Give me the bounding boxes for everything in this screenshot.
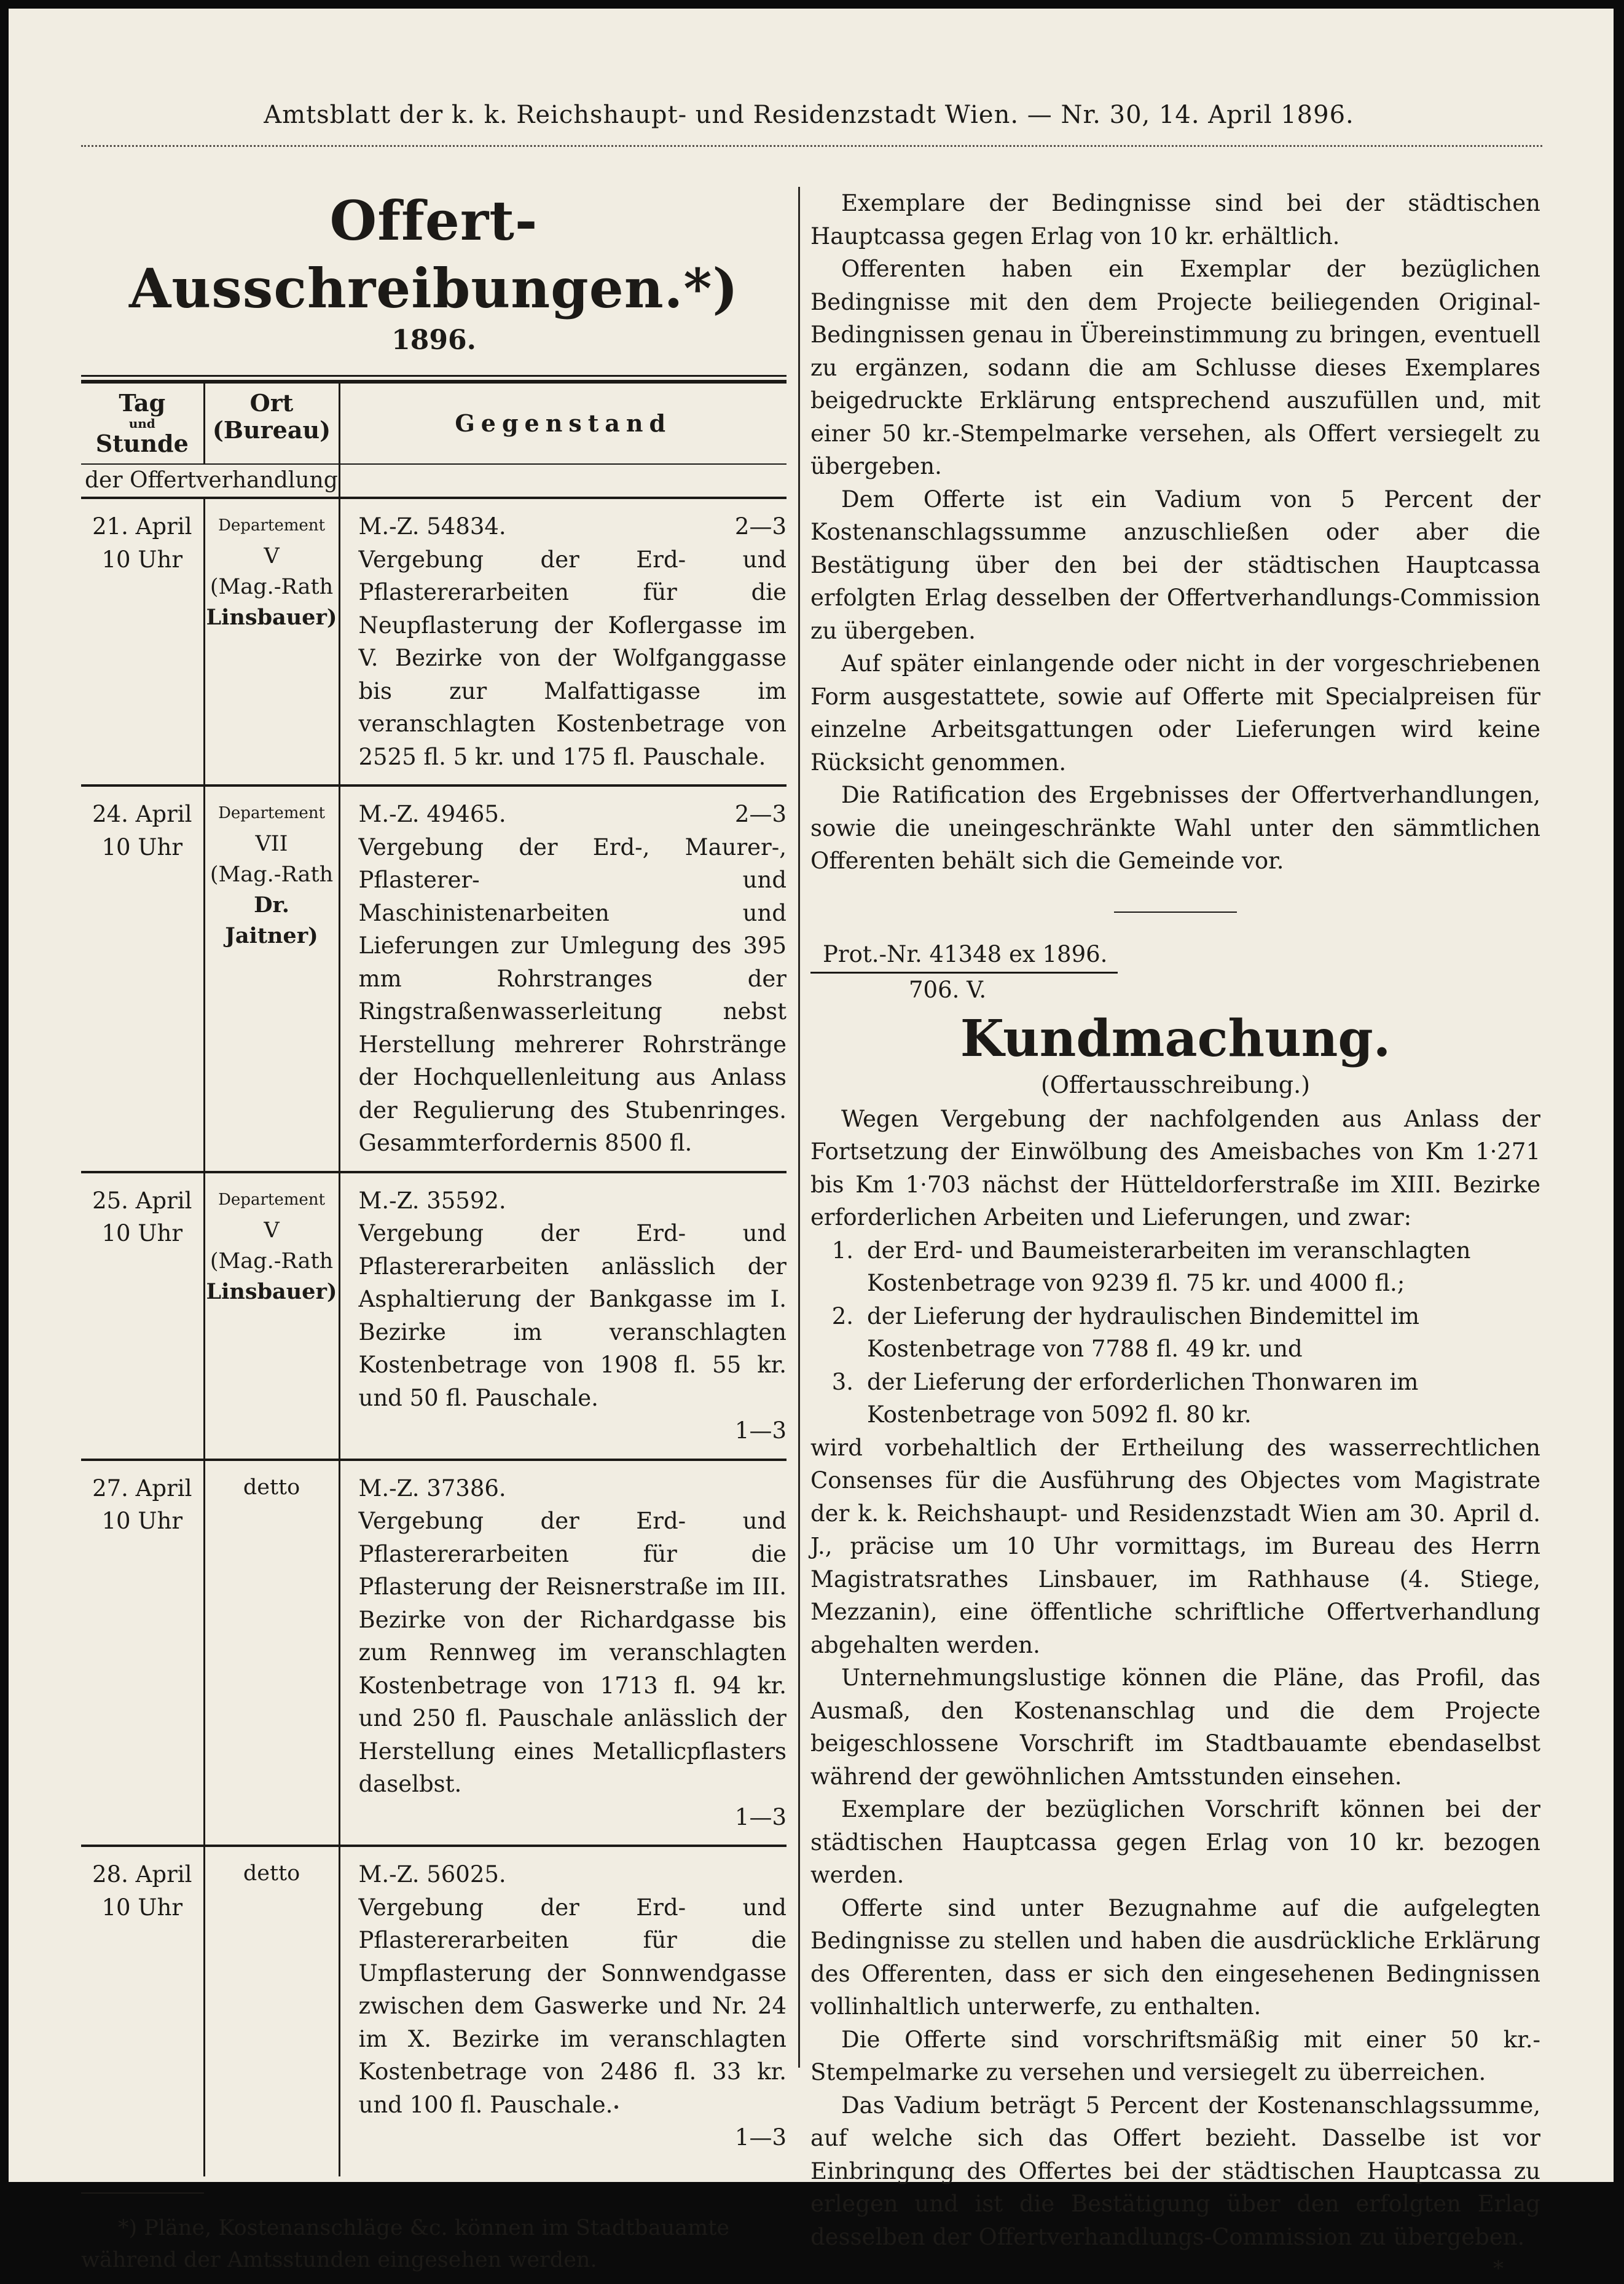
row-reference: M.-Z. 49465. bbox=[358, 801, 506, 827]
announcement-paragraph: Unternehmungslustige können die Pläne, das Profil, das Ausmaß, den Kostenanschlag und die dem Projecte beigeschlossene Vorschrift im Stadtbauamte ebendaselbst während der gewöhnlichen Amtsstunden einsehen. bbox=[810, 1664, 1540, 1790]
row-bureau-1: (Mag.-Rath bbox=[210, 575, 334, 599]
item-text: der Lieferung der hydraulischen Bindemittel im Kostenbetrage von 7788 fl. 49 kr. und bbox=[867, 1302, 1419, 1362]
announcement-body: wird vorbehaltlich der Ertheilung des wasserrechtlichen Consenses für die Ausführung des Objectes vom Magistrate der k. k. Reichshaupt- und Residenzstadt Wien am 30. April d. J., präcise um 10 Uhr vormittags, im Bureau des Herrn Magistratsrathes Linsbauer, im Rathhause (4. Stiege, Mezzanin), eine öffentliche schriftliche Offertverhandlung abgehalten werden. bbox=[810, 1434, 1540, 1658]
row-bureau-2: Linsbauer) bbox=[206, 605, 337, 630]
intro-paragraph: Offerenten haben ein Exemplar der bezüglichen Bedingnisse mit den dem Projecte beiliegenden Original-Bedingnissen genau in Übereinstimmung zu bringen, eventuell zu ergänzen, sodann die am Schlusse dieses Exemplares beigedruckte Erklärung entsprechend auszufüllen und, mit einer 50 kr.-Stempelmarke versehen, als Offert versiegelt zu übergeben. bbox=[810, 256, 1540, 479]
page-dot bbox=[614, 2105, 618, 2109]
header-caption: der Offertverhandlung bbox=[81, 464, 339, 498]
masthead: Amtsblatt der k. k. Reichshaupt- und Residenzstadt Wien. — Nr. 30, 14. April 1896. bbox=[264, 101, 1354, 129]
schedule-table bbox=[81, 384, 787, 2176]
header-subject: Gegenstand bbox=[455, 409, 672, 437]
item-number: 1. bbox=[831, 1237, 853, 1264]
row-reference: M.-Z. 54834. bbox=[358, 513, 506, 540]
header-date: Tag und Stunde bbox=[81, 384, 204, 464]
list-item bbox=[810, 1234, 1540, 1300]
table-header-row bbox=[81, 384, 787, 464]
row-dept: detto bbox=[243, 1861, 300, 1886]
row-bureau-2: Dr. Jaitner) bbox=[225, 892, 318, 948]
table-row bbox=[81, 786, 787, 1172]
item-list bbox=[810, 1234, 1540, 1431]
table-row bbox=[81, 1846, 787, 2176]
table-row bbox=[81, 1460, 787, 1846]
row-date-cell bbox=[81, 1172, 204, 1460]
announcement-paragraph: Die Offerte sind vorschriftsmäßig mit einer 50 kr.-Stempelmarke zu versehen und versiegelt zu überreichen. bbox=[810, 2026, 1540, 2085]
row-date: 21. April bbox=[92, 513, 192, 540]
row-place-cell bbox=[204, 498, 339, 786]
row-subject-cell bbox=[339, 498, 787, 786]
row-text: Vergebung der Erd- und Pflastererarbeiten für die Pflasterung der Reisnerstraße im III. Bezirke von der Richardgasse bis zum Rennweg im veranschlagten Kostenbetrage von 1713 fl. 94 kr. und 250 fl. Pauschale anlässlich der Herstellung eines Metallicpflasters daselbst. bbox=[358, 1508, 787, 1797]
row-reference: M.-Z. 35592. bbox=[358, 1187, 506, 1214]
item-number: 3. bbox=[831, 1368, 853, 1395]
row-subject-cell bbox=[339, 1460, 787, 1846]
row-text: Vergebung der Erd-, Maurer-, Pflasterer- und Maschinistenarbeiten und Lieferungen zur Umlegung des 395 mm Rohrstranges der Ringstraßenwasserleitung nebst Herstellung mehrerer Rohrstränge der Hochquellenleitung aus Anlass der Regulierung des Stubenringes. Gesammterfordernis 8500 fl. bbox=[358, 833, 787, 1156]
row-end-note: 1—3 bbox=[734, 1803, 787, 1830]
row-place-cell bbox=[204, 786, 339, 1172]
row-subject-cell bbox=[339, 1172, 787, 1460]
row-reference: M.-Z. 37386. bbox=[358, 1475, 506, 1502]
list-item bbox=[810, 1366, 1540, 1431]
intro-paragraph: Auf später einlangende oder nicht in der vorgeschriebenen Form ausgestattete, sowie auf Offerte mit Specialpreisen für einzelne Arbeitsgattungen oder Lieferungen wird keine Rücksicht genommen. bbox=[810, 650, 1540, 776]
row-date-cell bbox=[81, 498, 204, 786]
item-text: der Lieferung der erforderlichen Thonwaren im Kostenbetrage von 5092 fl. 80 kr. bbox=[867, 1368, 1419, 1428]
row-date: 24. April bbox=[92, 801, 192, 827]
item-number: 2. bbox=[831, 1302, 853, 1329]
row-dept: detto bbox=[243, 1475, 300, 1500]
row-place-cell bbox=[204, 1460, 339, 1846]
announcement-paragraph: Exemplare der bezüglichen Vorschrift können bei der städtischen Hauptcassa gegen Erlag von 10 kr. bezogen werden. bbox=[810, 1796, 1540, 1888]
protocol-number: Prot.-Nr. 41348 ex 1896. bbox=[810, 937, 1118, 974]
separator-rule bbox=[1114, 912, 1237, 913]
row-text: Vergebung der Erd- und Pflastererarbeiten für die Neupflasterung der Koflergasse im V. Bezirke von der Wolfganggasse bis zur Malfattigasse im veranschlagten Kostenbetrage von 2525 fl. 5 kr. und 175 fl. Pauschale. bbox=[358, 546, 787, 770]
row-date: 25. April bbox=[92, 1187, 192, 1214]
row-place-cell bbox=[204, 1846, 339, 2176]
row-note: 2—3 bbox=[734, 513, 787, 540]
row-dept-label: Departement bbox=[218, 1190, 325, 1209]
announcement-paragraph: Offerte sind unter Bezugnahme auf die aufgelegten Bedingnisse zu stellen und haben die ausdrückliche Erklärung des Offerenten, dass er sich den eingesehenen Bedingnissen vollinhaltlich unterwerfe, zu enthalten. bbox=[810, 1894, 1540, 2020]
intro-paragraphs bbox=[810, 187, 1540, 878]
announcement-paragraph: Das Vadium beträgt 5 Percent der Kostenanschlagssumme, auf welche sich das Offert bezieht. Dasselbe ist vor Einbringung des Offertes bei der städtischen Hauptcassa zu erlegen und ist die Bestätigung über den erfolgten Erlag desselben der Offertverhandlungs-Commission zu übergeben. bbox=[810, 2092, 1540, 2250]
footnote-rule bbox=[81, 2192, 204, 2194]
row-dept-label: Departement bbox=[218, 804, 325, 822]
row-bureau-1: (Mag.-Rath bbox=[210, 862, 334, 887]
masthead-rule bbox=[81, 145, 1542, 147]
row-reference: M.-Z. 56025. bbox=[358, 1861, 506, 1888]
footnote: *) Pläne, Kostenanschläge &c. können im Stadtbauamte während der Amtsstunden eingesehen werden. bbox=[81, 2216, 730, 2272]
announcement-paragraphs bbox=[810, 1661, 1540, 2253]
row-time: 10 Uhr bbox=[101, 833, 183, 860]
row-bureau-1: (Mag.-Rath bbox=[210, 1248, 334, 1274]
announcement-title: Kundmachung. bbox=[960, 1009, 1391, 1068]
row-time: 10 Uhr bbox=[101, 546, 183, 573]
intro-paragraph: Dem Offerte ist ein Vadium von 5 Percent der Kostenanschlagssumme anzuschließen oder aber die Bestätigung über den bei der städtischen Hauptcassa erfolgten Erlag desselben der Offertverhandlungs-Commission zu übergeben. bbox=[810, 486, 1540, 644]
header-place: Ort (Bureau) bbox=[204, 384, 339, 464]
row-text: Vergebung der Erd- und Pflastererarbeiten für die Umpflasterung der Sonnwendgasse zwischen dem Gaswerke und Nr. 24 im X. Bezirke im veranschlagten Kostenbetrage von 2486 fl. 33 kr. und 100 fl. Pauschale. bbox=[358, 1894, 787, 2118]
row-bureau-2: Linsbauer) bbox=[206, 1278, 337, 1304]
row-note: 2—3 bbox=[734, 801, 787, 827]
row-date: 27. April bbox=[92, 1475, 192, 1502]
row-end-note: 1—3 bbox=[734, 2124, 787, 2151]
column-divider bbox=[798, 187, 800, 2068]
section-title: Offert-Ausschreibungen.*) bbox=[129, 189, 739, 320]
row-text: Vergebung der Erd- und Pflastererarbeiten anlässlich der Asphaltierung der Bankgasse im I. Bezirke im veranschlagten Kostenbetrage von 1908 fl. 55 kr. und 50 fl. Pauschale. bbox=[358, 1220, 787, 1411]
announcement-subtitle: (Offertausschreibung.) bbox=[1040, 1071, 1311, 1098]
left-column bbox=[81, 187, 787, 2276]
right-column bbox=[810, 187, 1540, 2284]
protocol-sub: 706. V. bbox=[909, 976, 987, 1003]
intro-paragraph: Exemplare der Bedingnisse sind bei der städtischen Hauptcassa gegen Erlag von 10 kr. erhältlich. bbox=[810, 190, 1540, 250]
row-dept-label: Departement bbox=[218, 516, 325, 535]
row-dept: VII bbox=[255, 832, 288, 856]
row-date-cell bbox=[81, 1460, 204, 1846]
row-dept: V bbox=[264, 1218, 280, 1243]
table-row bbox=[81, 498, 787, 786]
row-subject-cell bbox=[339, 786, 787, 1172]
row-date: 28. April bbox=[92, 1861, 192, 1888]
intro-paragraph: Die Ratification des Ergebnisses der Offertverhandlungen, sowie die uneingeschränkte Wahl unter den sämmtlichen Offerenten behält sich die Gemeinde vor. bbox=[810, 782, 1540, 874]
list-item bbox=[810, 1300, 1540, 1366]
row-end-note: 1—3 bbox=[734, 1417, 787, 1444]
row-subject-cell bbox=[339, 1846, 787, 2176]
row-date-cell bbox=[81, 1846, 204, 2176]
table-row bbox=[81, 1172, 787, 1460]
newspaper-page bbox=[9, 9, 1614, 2281]
table-caption-row bbox=[81, 464, 787, 498]
row-time: 10 Uhr bbox=[101, 1894, 183, 1921]
row-date-cell bbox=[81, 786, 204, 1172]
row-place-cell bbox=[204, 1172, 339, 1460]
title-rule-thin bbox=[81, 375, 787, 377]
row-time: 10 Uhr bbox=[101, 1220, 183, 1246]
row-time: 10 Uhr bbox=[101, 1508, 183, 1534]
end-mark: * bbox=[1493, 2256, 1504, 2281]
row-dept: V bbox=[264, 544, 280, 569]
item-text: der Erd- und Baumeisterarbeiten im veranschlagten Kostenbetrage von 9239 fl. 75 kr. und 4000 fl.; bbox=[867, 1237, 1471, 1296]
section-year: 1896. bbox=[391, 325, 476, 356]
announcement-lead: Wegen Vergebung der nachfolgenden aus Anlass der Fortsetzung der Einwölbung des Ameisbaches von Km 1·271 bis Km 1·703 nächst der Hütteldorferstraße im XIII. Bezirke erforderlichen Arbeiten und Lieferungen, und zwar: bbox=[810, 1105, 1540, 1231]
